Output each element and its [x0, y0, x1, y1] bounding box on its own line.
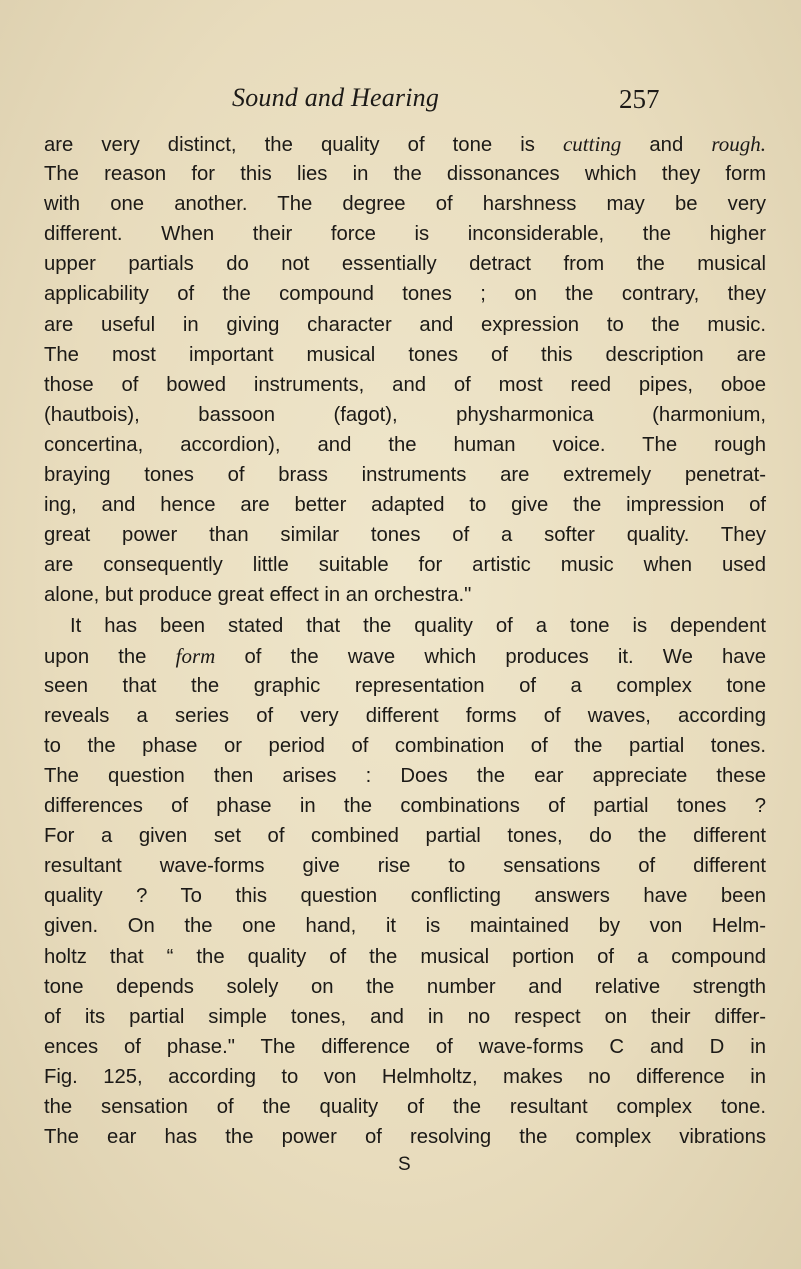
text-line: are consequently little suitable for artistic music when used	[44, 554, 766, 577]
signature-mark: S	[398, 1154, 411, 1175]
text-line: upon the form of the wave which produces it. We have	[44, 643, 766, 668]
text-line: seen that the graphic representation of a complex tone	[44, 674, 766, 697]
text-line: The ear has the power of resolving the complex vibrations	[44, 1126, 766, 1149]
page-number: 257	[619, 84, 660, 114]
text-line: It has been stated that the quality of a tone is dependent	[70, 614, 766, 637]
text-line: concertina, accordion), and the human voice. The rough	[44, 433, 766, 456]
text-line: The reason for this lies in the dissonances which they form	[44, 163, 766, 186]
text-line: (hautbois), bassoon (fagot), physharmonica (harmonium,	[44, 403, 766, 426]
text-line: The question then arises : Does the ear appreciate these	[44, 764, 766, 787]
text-line: The most important musical tones of this description are	[44, 343, 766, 366]
text-line: quality ? To this question conflicting answers have been	[44, 885, 766, 908]
text-line: applicability of the compound tones ; on the contrary, they	[44, 283, 766, 306]
text-line: alone, but produce great effect in an orchestra."	[44, 584, 472, 607]
text-line: different. When their force is inconsiderable, the higher	[44, 223, 766, 246]
text-line: differences of phase in the combinations of partial tones ?	[44, 795, 766, 818]
text-line: For a given set of combined partial tones, do the different	[44, 825, 766, 848]
text-line: upper partials do not essentially detract from the musical	[44, 253, 766, 276]
text-line: Fig. 125, according to von Helmholtz, makes no difference in	[44, 1065, 766, 1088]
text-line: resultant wave-forms give rise to sensations of different	[44, 855, 766, 878]
text-line: the sensation of the quality of the resultant complex tone.	[44, 1096, 766, 1118]
text-line: ing, and hence are better adapted to give the impression of	[44, 494, 766, 517]
text-line: are useful in giving character and expression to the music.	[44, 313, 766, 336]
body-text	[44, 129, 766, 1152]
text-line: of its partial simple tones, and in no respect on their differ-	[44, 1005, 766, 1028]
text-line: given. On the one hand, it is maintained by von Helm-	[44, 915, 766, 938]
text-line: tone depends solely on the number and relative strength	[44, 975, 766, 998]
running-title: Sound and Hearing	[232, 83, 440, 112]
text-line: holtz that “ the quality of the musical portion of a compound	[44, 945, 766, 968]
text-line: reveals a series of very different forms of waves, according	[44, 704, 766, 727]
text-line: braying tones of brass instruments are extremely penetrat-	[44, 464, 766, 487]
text-line: with one another. The degree of harshness may be very	[44, 193, 766, 216]
text-line: to the phase or period of combination of the partial tones.	[44, 734, 766, 757]
text-line: ences of phase." The difference of wave-forms C and D in	[44, 1035, 766, 1058]
text-line: are very distinct, the quality of tone is cutting and rough.	[44, 132, 766, 156]
text-line: great power than similar tones of a softer quality. They	[44, 524, 766, 547]
text-line: those of bowed instruments, and of most reed pipes, oboe	[44, 373, 766, 396]
